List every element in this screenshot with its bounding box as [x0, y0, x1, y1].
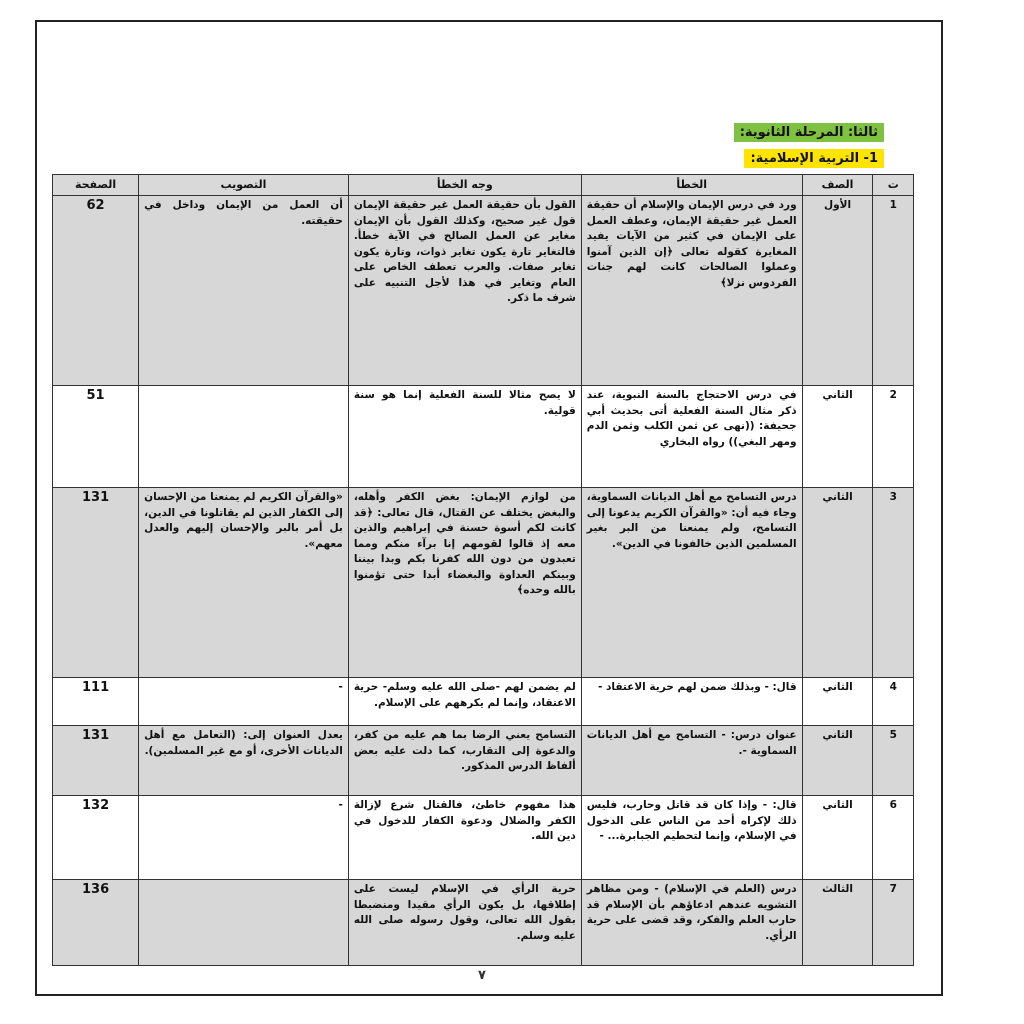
row-error: في درس الاحتجاج بالسنة النبوية، عند ذكر مثال السنة الفعلية أتى بحديث أبي جحيفة: ((نهى عن ثمن الكلب وثمن الدم ومهر البغي)) رواه البخاري — [581, 386, 802, 488]
row-correction: «والقرآن الكريم لم يمنعنا من الإحسان إلى الكفار الذين لم يقاتلونا في الدين، بل أمر بالبر والإحسان إليهم والعدل معهم». — [139, 488, 349, 678]
errata-table — [52, 174, 914, 966]
row-error: درس (العلم في الإسلام) - ومن مظاهر التشويه عندهم ادعاؤهم بأن الإسلام قد حارب العلم والفكر، وقد قضى على حرية الرأي. — [581, 880, 802, 966]
table-row — [53, 488, 914, 678]
row-grade: الثاني — [802, 796, 873, 880]
row-error-aspect: التسامح يعني الرضا بما هم عليه من كفر، والدعوة إلى التقارب، كما دلت عليه بعض ألفاظ الدرس المذكور. — [348, 726, 581, 796]
row-error-aspect: حرية الرأي في الإسلام ليست على إطلاقها، بل يكون الرأي مقيدا ومنضبطا بقول الله تعالى، وقول رسوله صلى الله عليه وسلم. — [348, 880, 581, 966]
section-heading: ثالثا: المرحلة الثانوية: — [734, 123, 884, 142]
row-page: 132 — [53, 796, 139, 880]
row-error: عنوان درس: - التسامح مع أهل الديانات السماوية -. — [581, 726, 802, 796]
table-row — [53, 386, 914, 488]
table-row — [53, 726, 914, 796]
row-num: 3 — [873, 488, 914, 678]
row-page: 62 — [53, 196, 139, 386]
table-row — [53, 678, 914, 726]
row-correction: - — [139, 796, 349, 880]
row-num: 1 — [873, 196, 914, 386]
row-grade: الثاني — [802, 488, 873, 678]
table-row — [53, 880, 914, 966]
row-page: 111 — [53, 678, 139, 726]
row-correction: - — [139, 678, 349, 726]
table-row — [53, 796, 914, 880]
row-num: 2 — [873, 386, 914, 488]
table-row — [53, 196, 914, 386]
row-grade: الثاني — [802, 726, 873, 796]
row-num: 5 — [873, 726, 914, 796]
header-error: الخطأ — [581, 175, 802, 196]
row-num: 6 — [873, 796, 914, 880]
row-page: 131 — [53, 726, 139, 796]
row-correction — [139, 386, 349, 488]
header-page: الصفحة — [53, 175, 139, 196]
header-grade: الصف — [802, 175, 873, 196]
row-error-aspect: القول بأن حقيقة العمل غير حقيقة الإيمان قول غير صحيح، وكذلك القول بأن الإيمان مغاير عن العمل الصالح في الآية خطأ. فالتغاير تارة يكون تغاير ذوات، وتارة يكون تغاير صفات. والعرب تعطف الخاص على العام وتغاير في هذا لأجل التنبيه على شرف ما ذكر. — [348, 196, 581, 386]
row-error-aspect: هذا مفهوم خاطئ، فالقتال شرع لإزالة الكفر والضلال ودعوة الكفار للدخول في دين الله. — [348, 796, 581, 880]
header-correction: التصويب — [139, 175, 349, 196]
row-error: ورد في درس الإيمان والإسلام أن حقيقة العمل غير حقيقة الإيمان، وعطف العمل على الإيمان في كثير من الآيات يفيد المغايرة كقوله تعالى ﴿إن الذين آمنوا وعملوا الصالحات كانت لهم جنات الفردوس نزلا﴾ — [581, 196, 802, 386]
row-page: 131 — [53, 488, 139, 678]
row-correction: يعدل العنوان إلى: (التعامل مع أهل الديانات الأخرى، أو مع غير المسلمين). — [139, 726, 349, 796]
row-num: 4 — [873, 678, 914, 726]
page-number: ٧ — [478, 968, 486, 983]
row-error: درس التسامح مع أهل الديانات السماوية، وجاء فيه أن: «والقرآن الكريم يدعونا إلى التسامح، ولم يمنعنا من البر بغير المسلمين الذين خالفونا في الدين». — [581, 488, 802, 678]
header-num: ت — [873, 175, 914, 196]
row-correction — [139, 880, 349, 966]
row-num: 7 — [873, 880, 914, 966]
row-error: قال: - وبذلك ضمن لهم حرية الاعتقاد - — [581, 678, 802, 726]
row-error-aspect: لا يصح مثالا للسنة الفعلية إنما هو سنة قولية. — [348, 386, 581, 488]
row-error: قال: - وإذا كان قد قاتل وحارب، فليس ذلك لإكراه أحد من الناس على الدخول في الإسلام، وإنما لتحطيم الجبابرة... - — [581, 796, 802, 880]
row-grade: الثالث — [802, 880, 873, 966]
header-error-aspect: وجه الخطأ — [348, 175, 581, 196]
row-page: 136 — [53, 880, 139, 966]
row-grade: الثاني — [802, 678, 873, 726]
row-grade: الثاني — [802, 386, 873, 488]
row-error-aspect: من لوازم الإيمان: بغض الكفر وأهله، والبغض يختلف عن القتال، قال تعالى: ﴿قد كانت لكم أسوة حسنة في إبراهيم والذين معه إذ قالوا لقومهم إنا برآء منكم ومما تعبدون من دون الله كفرنا بكم وبدا بيننا وبينكم العداوة والبغضاء أبدا حتى تؤمنوا بالله وحده﴾ — [348, 488, 581, 678]
row-error-aspect: لم يضمن لهم -صلى الله عليه وسلم- حرية الاعتقاد، وإنما لم يكرههم على الإسلام. — [348, 678, 581, 726]
row-page: 51 — [53, 386, 139, 488]
row-grade: الأول — [802, 196, 873, 386]
subject-heading: 1- التربية الإسلامية: — [744, 149, 884, 168]
row-correction: أن العمل من الإيمان وداخل في حقيقته. — [139, 196, 349, 386]
table-header-row — [53, 175, 914, 196]
